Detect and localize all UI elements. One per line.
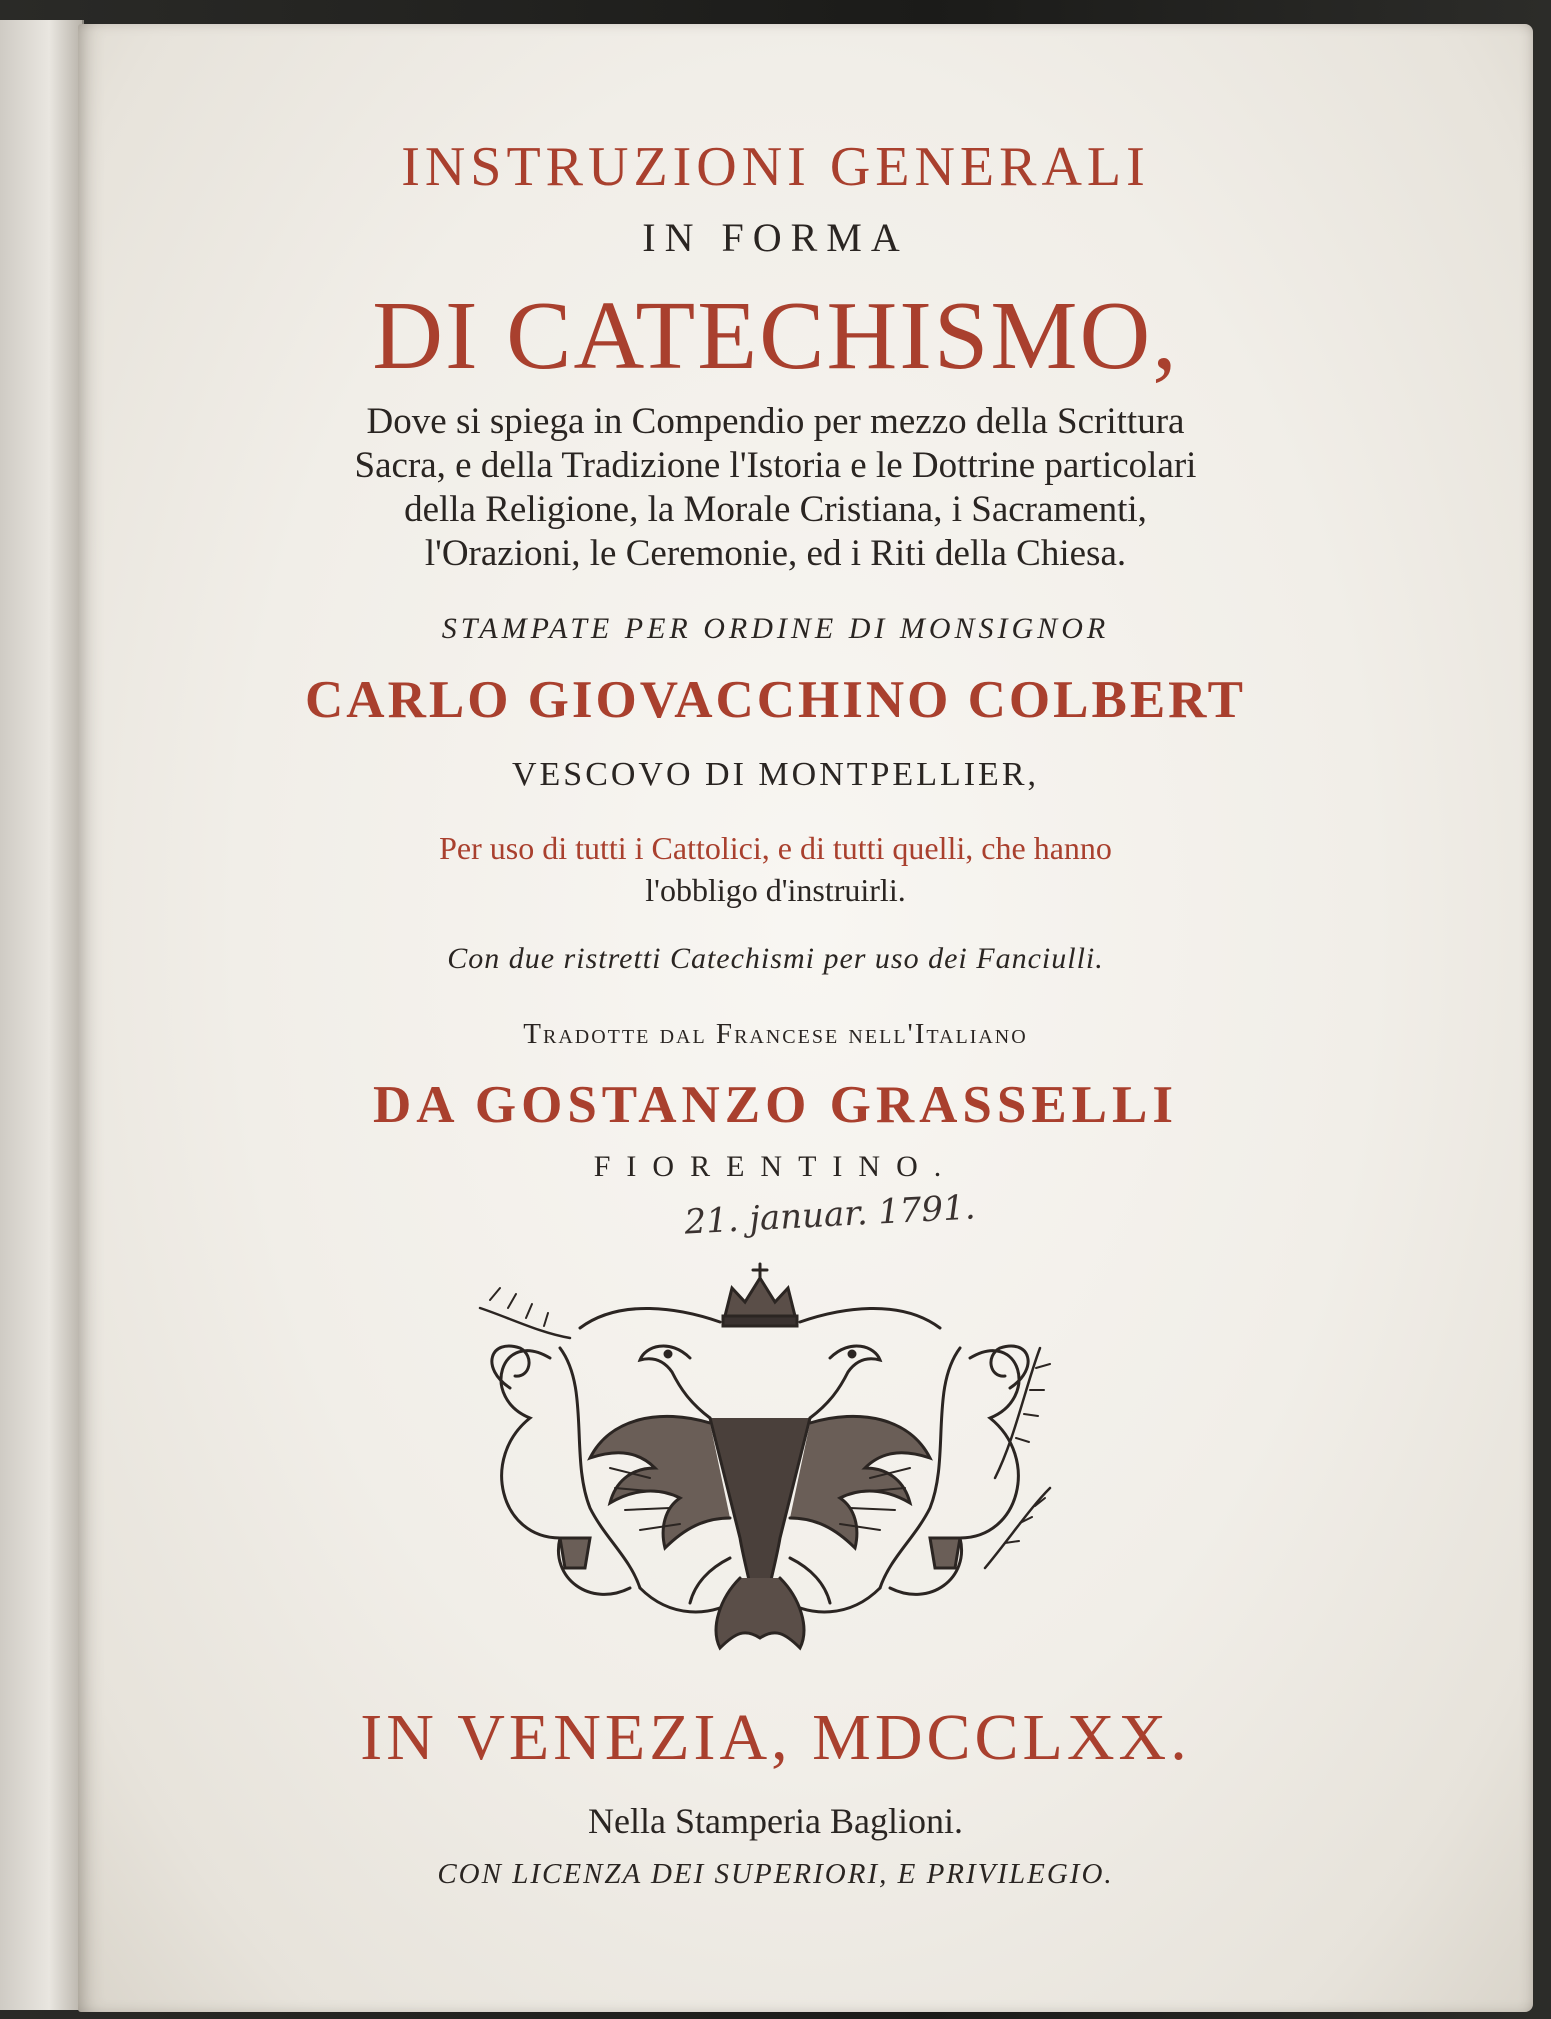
translator-name: DA GOSTANZO GRASSELLI [373,1076,1178,1134]
author-name: CARLO GIOVACCHINO COLBERT [305,671,1246,729]
author-title: VESCOVO DI MONTPELLIER, [511,756,1040,793]
usage-line-1: Per uso di tutti i Cattolici, e di tutti quelli, che hanno [439,830,1112,866]
printed-by-line: STAMPATE PER ORDINE DI MONSIGNOR [441,612,1110,645]
usage-line-2: l'obbligo d'instruirli. [645,872,906,908]
double-headed-eagle-crest-icon [440,1238,1080,1678]
supplement-line: Con due ristretti Catechismi per uso dei Fanciulli. [447,942,1104,975]
translator-origin: FIORENTINO. [593,1150,958,1183]
imprint-place-date: IN VENEZIA, MDCCLXX. [360,1701,1191,1774]
main-title: DI CATECHISMO, [372,282,1179,390]
press-name: Nella Stamperia Baglioni. [588,1801,963,1841]
handwritten-date-note: 21. januar. 1791. [683,1187,977,1243]
licence-line: CON LICENZA DEI SUPERIORI, E PRIVILEGIO. [437,1858,1114,1890]
description-line-1: Dove si spiega in Compendio per mezzo della Scrittura [366,401,1185,442]
title-line-1: INSTRUZIONI GENERALI [401,136,1150,198]
description-line-4: l'Orazioni, le Ceremonie, ed i Riti della Chiesa. [424,533,1127,574]
translation-note: Tradotte dal Francese nell'Italiano [523,1018,1028,1050]
description-line-2: Sacra, e della Tradizione l'Istoria e le Dottrine particolari [354,445,1197,486]
description-line-3: della Religione, la Morale Cristiana, i Sacramenti, [404,489,1147,530]
title-line-2: IN FORMA [642,215,909,260]
